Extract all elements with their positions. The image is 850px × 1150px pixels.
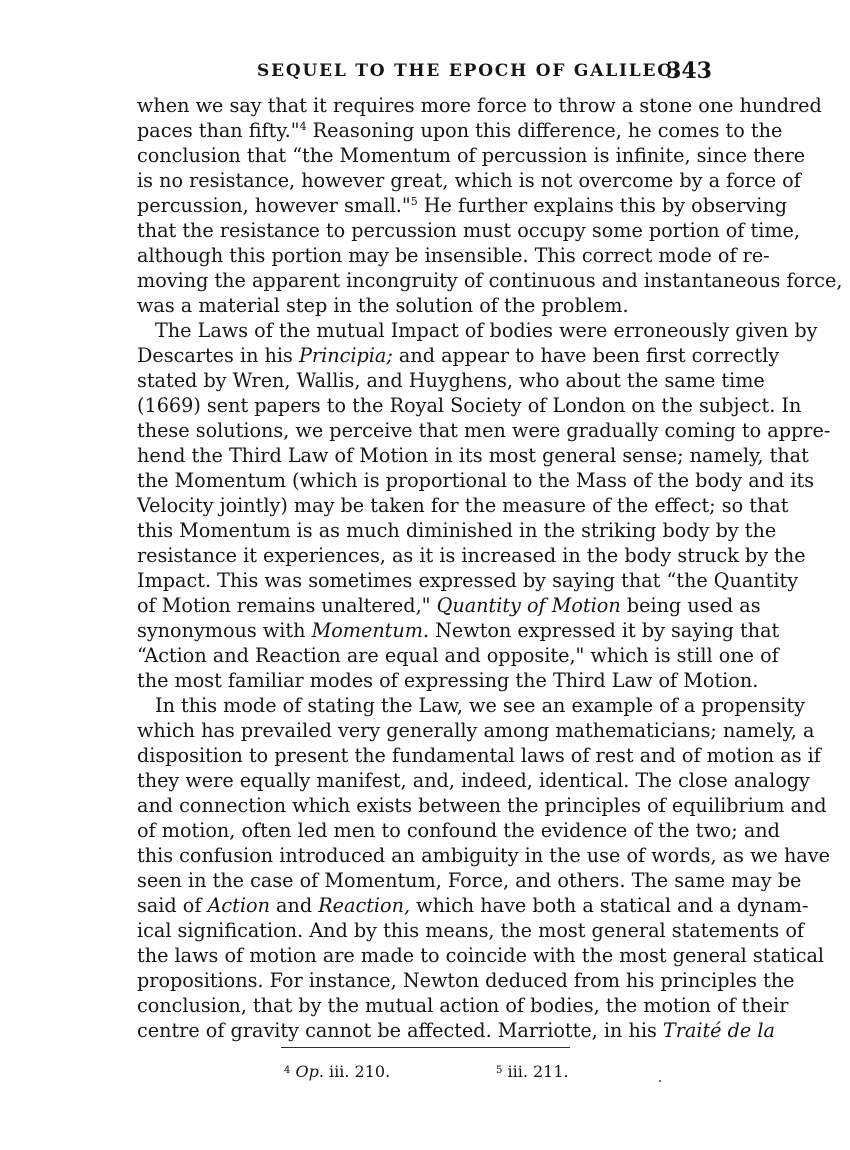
line-25-text: In this mode of stating the Law, we see an example of a propensity	[155, 694, 805, 717]
line-34-text: ical signification. And by this means, the most general statements of	[137, 919, 805, 942]
text-line-16	[137, 469, 815, 493]
text-line-32	[137, 869, 802, 893]
line-21-before: of Motion remains unaltered,"	[137, 594, 437, 617]
line-20-text: Impact. This was sometimes expressed by saying that “the Quantity	[137, 569, 799, 592]
footnote-4-op: Op.	[295, 1062, 324, 1081]
text-line-9	[137, 294, 712, 318]
text-line-33	[137, 894, 809, 918]
text-line-20	[137, 569, 799, 593]
text-line-12	[137, 369, 765, 393]
line-11-before: Descartes in his	[137, 344, 299, 367]
text-line-13	[137, 394, 802, 418]
line-38-before: centre of gravity cannot be affected. Marriotte, in his	[137, 1019, 663, 1042]
text-line-2	[137, 119, 783, 143]
footnote-4-marker: 4	[284, 1065, 291, 1076]
text-line-19	[137, 544, 806, 568]
text-line-37	[137, 994, 789, 1018]
text-line-8	[137, 269, 843, 293]
line-11-after: and appear to have been first correctly	[392, 344, 780, 367]
line-19-text: resistance it experiences, as it is increased in the body struck by the	[137, 544, 806, 567]
footnote-reference-4: 4	[299, 120, 307, 133]
text-line-17	[137, 494, 789, 518]
line-18-text: this Momentum is as much diminished in the striking body by the	[137, 519, 777, 542]
traite-title: Traité de la	[662, 1019, 775, 1042]
footnote-5-marker: 5	[496, 1065, 503, 1076]
line-22-before: synonymous with	[137, 619, 312, 642]
line-26-text: which has prevailed very generally among mathematicians; namely, a	[137, 719, 815, 742]
line-14-text: these solutions, we perceive that men were gradually coming to appre-	[137, 419, 831, 442]
text-line-23	[137, 644, 779, 668]
footnote-5-text: iii. 211.	[502, 1062, 569, 1081]
line-37-text: conclusion, that by the mutual action of bodies, the motion of their	[137, 994, 789, 1017]
text-line-36	[137, 969, 795, 993]
line-4-text: is no resistance, however great, which is not overcome by a force of	[137, 169, 801, 192]
line-29-text: and connection which exists between the principles of equilibrium and	[137, 794, 827, 817]
text-line-29	[137, 794, 827, 818]
footnote-4-text: iii. 210.	[323, 1062, 391, 1081]
line-24-text: the most familiar modes of expressing the Third Law of Motion.	[137, 669, 759, 692]
text-line-11	[137, 344, 780, 368]
text-line-25	[155, 694, 805, 718]
line-33-before: said of	[137, 894, 208, 917]
line-27-text: disposition to present the fundamental laws of rest and of motion as if	[137, 744, 821, 767]
text-line-18	[137, 519, 777, 543]
line-5-text: percussion, however small."	[137, 194, 411, 217]
line-21-after: being used as	[620, 594, 761, 617]
text-line-35	[137, 944, 825, 968]
line-10-text: The Laws of the mutual Impact of bodies were erroneously given by	[155, 319, 818, 342]
line-30-text: of motion, often led men to confound the evidence of the two; and	[137, 819, 780, 842]
line-16-text: the Momentum (which is proportional to the Mass of the body and its	[137, 469, 815, 492]
text-line-31	[137, 844, 830, 868]
principia-title: Principia;	[299, 344, 393, 367]
line-8-text: moving the apparent incongruity of continuous and instantaneous force,	[137, 269, 843, 292]
text-line-7	[137, 244, 770, 268]
text-line-22	[137, 619, 780, 643]
line-5-rest: He further explains this by observing	[417, 194, 787, 217]
text-line-14	[137, 419, 831, 443]
text-line-21	[137, 594, 761, 618]
line-6-text: that the resistance to percussion must occupy some portion of time,	[137, 219, 801, 242]
momentum-term: Momentum.	[311, 619, 430, 642]
text-line-3	[137, 144, 806, 168]
text-line-27	[137, 744, 821, 768]
text-line-38	[137, 1019, 775, 1043]
line-2-rest: Reasoning upon this difference, he comes to the	[306, 119, 783, 142]
text-line-15	[137, 444, 809, 468]
line-2-text: paces than fifty."	[137, 119, 300, 142]
quantity-of-motion-term: Quantity of Motion	[436, 594, 621, 617]
line-1-text: when we say that it requires more force to throw a stone one hundred	[137, 94, 822, 117]
reaction-term: Reaction,	[318, 894, 411, 917]
line-36-text: propositions. For instance, Newton deduced from his principles the	[137, 969, 795, 992]
line-9-text: was a material step in the solution of the problem.	[137, 294, 629, 317]
text-line-5	[137, 194, 787, 218]
line-17-text: Velocity jointly) may be taken for the measure of the effect; so that	[137, 494, 789, 517]
line-28-text: they were equally manifest, and, indeed, identical. The close analogy	[137, 769, 810, 792]
line-32-text: seen in the case of Momentum, Force, and others. The same may be	[137, 869, 802, 892]
text-line-10	[155, 319, 818, 343]
text-line-1	[137, 94, 822, 118]
line-3-text: conclusion that “the Momentum of percussion is infinite, since there	[137, 144, 806, 167]
text-line-24	[137, 669, 759, 693]
line-33-after: which have both a statical and a dynam-	[410, 894, 809, 917]
line-22-after: Newton expressed it by saying that	[429, 619, 780, 642]
text-line-6	[137, 219, 801, 243]
line-15-text: hend the Third Law of Motion in its most general sense; namely, that	[137, 444, 809, 467]
text-line-34	[137, 919, 805, 943]
footnote-divider	[281, 1047, 570, 1048]
line-7-text: although this portion may be insensible. This correct mode of re-	[137, 244, 770, 267]
text-line-30	[137, 819, 780, 843]
line-35-text: the laws of motion are made to coincide with the most general statical	[137, 944, 825, 967]
line-23-text: “Action and Reaction are equal and opposite," which is still one of	[137, 644, 779, 667]
running-title: SEQUEL TO THE EPOCH OF GALILEO.	[257, 61, 681, 81]
running-head	[137, 58, 712, 88]
footnote-4	[284, 1062, 390, 1081]
footnote-reference-5: 5	[410, 195, 418, 208]
line-31-text: this confusion introduced an ambiguity in the use of words, as we have	[137, 844, 830, 867]
line-33-middle: and	[269, 894, 319, 917]
page-number: 343	[666, 58, 712, 84]
print-speck	[659, 1080, 661, 1082]
footnote-5	[496, 1062, 569, 1081]
line-12-text: stated by Wren, Wallis, and Huyghens, who about the same time	[137, 369, 765, 392]
line-13-text: (1669) sent papers to the Royal Society of London on the subject. In	[137, 394, 802, 417]
text-line-26	[137, 719, 815, 743]
text-line-28	[137, 769, 810, 793]
body-text	[137, 94, 843, 1044]
text-line-4	[137, 169, 801, 193]
action-term: Action	[207, 894, 270, 917]
